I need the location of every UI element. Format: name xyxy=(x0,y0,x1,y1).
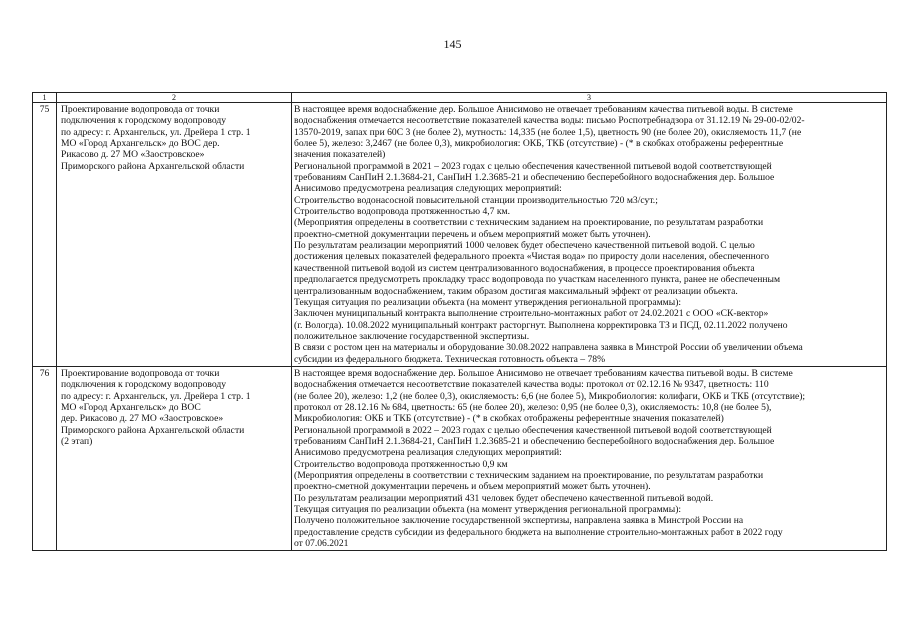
text-line: В настоящее время водоснабжение дер. Большое Анисимово не отвечает требованиям качества питьевой воды. В системе xyxy=(294,367,793,379)
table-row xyxy=(33,103,887,367)
text-line: протокол от 28.12.16 № 684, цветность: 65 (не более 20), железо: 0,95 (не более 0,3), окисляемость: 10,8 (не более 5), xyxy=(294,401,772,413)
text-line: Текущая ситуация по реализации объекта (на момент утверждения региональной программы): xyxy=(294,296,682,308)
text-line: требованиям СанПиН 2.1.3684-21, СанПиН 1.2.3685-21 и обеспечению бесперебойного водоснабжения дер. Большое xyxy=(294,435,775,447)
column-header-3: 3 xyxy=(292,93,887,103)
text-line: Строительство водонасосной повысительной станции производительностью 720 м3/сут.; xyxy=(294,194,658,206)
text-line: по адресу: г. Архангельск, ул. Дрейера 1 стр. 1 xyxy=(61,390,251,402)
text-line: положительное заключение государственной экспертизы. xyxy=(294,330,530,342)
text-line: Приморского района Архангельской области xyxy=(61,160,245,172)
text-line: значения показателей) xyxy=(294,149,386,161)
text-line: водоснабжения отмечается несоответствие показателей качества воды: протокол от 02.12.16 № 9347, цветность: 110 xyxy=(294,379,769,391)
text-line: Текущая ситуация по реализации объекта (на момент утверждения региональной программы): xyxy=(294,504,682,516)
text-line: Микробиология: ОКБ и ТКБ (отсутствие) - (* в скобках отображены референтные значения показателей) xyxy=(294,413,724,425)
text-line: подключения к городскому водопроводу xyxy=(61,115,227,127)
text-line: В связи с ростом цен на материалы и оборудование 30.08.2022 направлена заявка в Минстрой России об увеличении объема xyxy=(294,342,803,354)
text-line: дер. Рикасово д. 27 МО «Заостровское» xyxy=(61,413,224,425)
text-line: требованиям СанПиН 2.1.3684-21, СанПиН 1.2.3685-21 и обеспечению бесперебойного водоснабжения дер. Большое xyxy=(294,172,775,184)
text-line: Проектирование водопровода от точки xyxy=(61,104,220,115)
text-line: подключения к городскому водопроводу xyxy=(61,379,227,391)
text-line: Анисимово предусмотрена реализация следующих мероприятий: xyxy=(294,183,562,195)
text-line: централизованным водоснабжением, таким образом достигая максимальный эффект от реализации объекта. xyxy=(294,285,738,297)
text-line: Анисимово предусмотрена реализация следующих мероприятий: xyxy=(294,447,562,459)
text-line: МО «Город Архангельск» до ВОС xyxy=(61,401,201,413)
text-line: Получено положительное заключение государственной экспертизы, направлена заявка в Минстрой России на xyxy=(294,515,744,527)
text-line: субсидии из федерального бюджета. Техническая готовность объекта – 78% xyxy=(294,353,606,365)
text-line: водоснабжения отмечается несоответствие показателей качества воды: письмо Роспотребнадзора от 31.12.19 № 29-00-02/02- xyxy=(294,115,805,127)
row-number: 76 xyxy=(33,366,57,551)
table-header-row xyxy=(33,93,887,103)
text-line: Рикасово д. 27 МО «Заостровское» xyxy=(61,149,205,161)
text-line: Проектирование водопровода от точки xyxy=(61,367,220,379)
project-description xyxy=(292,366,887,551)
text-line: предоставление средств субсидии из федерального бюджета на выполнение строительно-монтажных работ в 2022 году xyxy=(294,526,783,538)
text-line: Региональной программой в 2021 – 2023 годах с целью обеспечения качественной питьевой водой соответствующей xyxy=(294,160,772,172)
text-line: (Мероприятия определены в соответствии с техническим заданием на проектирование, по результатам разработки xyxy=(294,470,764,481)
text-line: достижения целевых показателей федерального проекта «Чистая вода» по приросту доли населения, обеспеченного xyxy=(294,251,770,263)
project-description xyxy=(292,103,887,367)
text-line: МО «Город Архангельск» до ВОС дер. xyxy=(61,138,220,150)
text-line: (не более 20), железо: 1,2 (не более 0,3), окисляемость: 6,6 (не более 5), Микробиология: колифаги, ОКБ и ТКБ (отсутствие); xyxy=(294,390,806,402)
page-number: 145 xyxy=(443,37,462,51)
text-line: Строительство водопровода протяженностью 4,7 км. xyxy=(294,206,511,218)
text-line: (2 этап) xyxy=(61,435,93,447)
text-line: Строительство водопровода протяженностью 0,9 км xyxy=(294,458,508,470)
text-line: В настоящее время водоснабжение дер. Большое Анисимово не отвечает требованиям качества питьевой воды. В системе xyxy=(294,104,793,115)
text-line: По результатам реализации мероприятий 431 человек будет обеспечено качественной питьевой водой. xyxy=(294,492,714,504)
text-line: Региональной программой в 2022 – 2023 годах с целью обеспечения качественной питьевой водой соответствующей xyxy=(294,424,772,436)
column-header-2: 2 xyxy=(57,93,292,103)
text-line: от 07.06.2021 xyxy=(294,538,349,550)
project-name xyxy=(57,366,292,551)
text-line: проектно-сметной документации перечень и объем мероприятий может быть уточнен). xyxy=(294,228,651,240)
text-line: качественной питьевой водой из систем централизованного водоснабжения, в процессе проектирования объекта xyxy=(294,262,755,274)
text-line: предполагается предусмотреть прокладку трасс водопровода по участкам населенного пункта, ранее не обеспеченным xyxy=(294,274,781,286)
column-header-1: 1 xyxy=(33,93,57,103)
table-row xyxy=(33,366,887,551)
text-line: проектно-сметной документации перечень и объем мероприятий может быть уточнен). xyxy=(294,481,651,493)
row-number: 75 xyxy=(33,103,57,367)
projects-table xyxy=(32,92,887,551)
text-line: Приморского района Архангельской области xyxy=(61,424,245,436)
text-line: По результатам реализации мероприятий 1000 человек будет обеспечено качественной питьевой водой. С целью xyxy=(294,240,755,252)
text-line: 13570-2019, запах при 60С 3 (не более 2), мутность: 14,335 (не более 1,5), цветность 90 (не более 20), окисляемость 11,7 (не xyxy=(294,126,802,138)
project-name xyxy=(57,103,292,367)
text-line: Заключен муниципальный контракта выполнение строительно-монтажных работ от 24.02.2021 с ООО «СК-вектор» xyxy=(294,308,769,320)
text-line: более 5), железо: 3,2467 (не более 0,3), микробиология: ОКБ, ТКБ (отсутствие) - (* в скобках отображены референтные xyxy=(294,138,784,150)
text-line: (г. Вологда). 10.08.2022 муниципальный контракт расторгнут. Выполнена корректировка ТЗ и ПСД, 02.11.2022 получено xyxy=(294,319,788,331)
text-line: по адресу: г. Архангельск, ул. Дрейера 1 стр. 1 xyxy=(61,126,251,138)
text-line: (Мероприятия определены в соответствии с техническим заданием на проектирование, по результатам разработки xyxy=(294,217,764,229)
